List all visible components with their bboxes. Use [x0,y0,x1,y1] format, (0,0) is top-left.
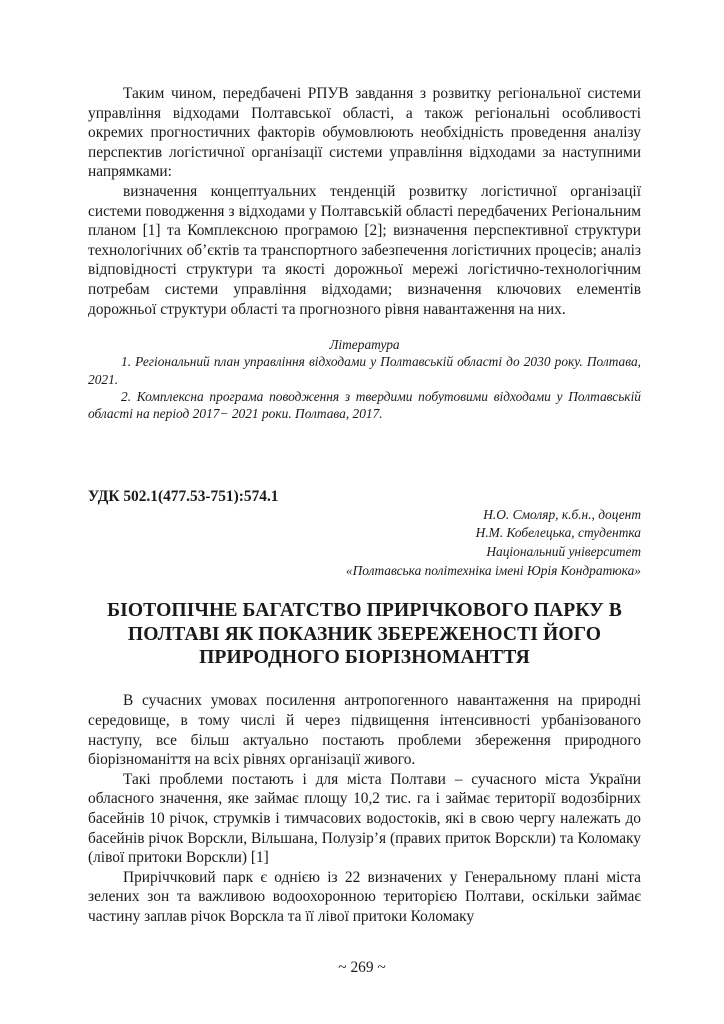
article-paragraph-2: Такі проблеми постають і для міста Полтави – сучасного міста України обласного значення, яке займає площу 10,2 тис. га і займає території водозбірних басейнів 10 річок, струмків і тимчасових водостоків, які в свою чергу належать до басейнів річок Ворскли, Вільшана, Полузір’я (правих приток Ворскли) та Коломаку (лівої притоки Ворскли) [1] [88,770,641,867]
author-2: Н.М. Кобелецька, студентка [475,525,641,541]
article-title: БІОТОПІЧНЕ БАГАТСТВО ПРИРІЧКОВОГО ПАРКУ В ПОЛТАВІ ЯК ПОКАЗНИК ЗБЕРЕЖЕНОСТІ ЙОГО ПРИРОДНОГО БІОРІЗНОМАНТТЯ [107,600,622,668]
author-1: Н.О. Смоляр, к.б.н., доцент [483,506,641,522]
affiliation-line-1: Національний університет [486,543,641,559]
intro-paragraph-2: визначення концептуальних тенденцій розвитку логістичної організації системи поводження з відходами у Полтавській області передбачених Регіональним планом [1] та Комплексною програмою [2]; визначення перспективної структури технологічних об’єктів та транспортного забезпечення логістичних процесів; аналіз відповідності структури та якості дорожньої мережі логістично-технологічним потребам системи управління відходами; визначення ключових елементів дорожньої структури області та прогнозного рівня навантаження на них. [88,182,641,318]
references-section [88,336,641,423]
udc-code: УДК 502.1(477.53-751):574.1 [88,487,279,505]
references-heading: Література [329,337,400,353]
intro-paragraph-1: Таким чином, передбачені РПУВ завдання з розвитку регіональної системи управління відходами Полтавської області, а також регіональні особливості окремих прогностичних факторів обумовлюють необхідність проведення аналізу перспектив логістичної організації системи управління відходами за наступними напрямками: [88,85,641,181]
article-paragraph-3: Приріччковий парк є однією із 22 визначених у Генеральному плані міста зелених зон та важливою водоохоронною територією Полтави, оскільки займає частину заплав річок Ворскла та її лівої притоки Коломаку [88,868,641,925]
document-page [88,84,641,926]
affiliation-line-2: «Полтавська політехніка імені Юрія Кондратюка» [345,562,641,578]
article-paragraph-1: В сучасних умовах посилення антропогенного навантаження на природні середовище, в тому числі й через підвищення інтенсивності урбанізованого наступу, все більш актуально постають проблеми збереження природного біорізноманіття на всіх рівнях організації живого. [88,692,641,769]
reference-item-1: 1. Регіональний план управління відходами у Полтавській області до 2030 року. Полтава, 2021. [88,354,641,387]
reference-item-2: 2. Комплексна програма поводження з твердими побутовими відходами у Полтавській області на період 2017− 2021 роки. Полтава, 2017. [88,388,641,422]
author-block [88,506,641,580]
page-number: ~ 269 ~ [338,959,386,976]
